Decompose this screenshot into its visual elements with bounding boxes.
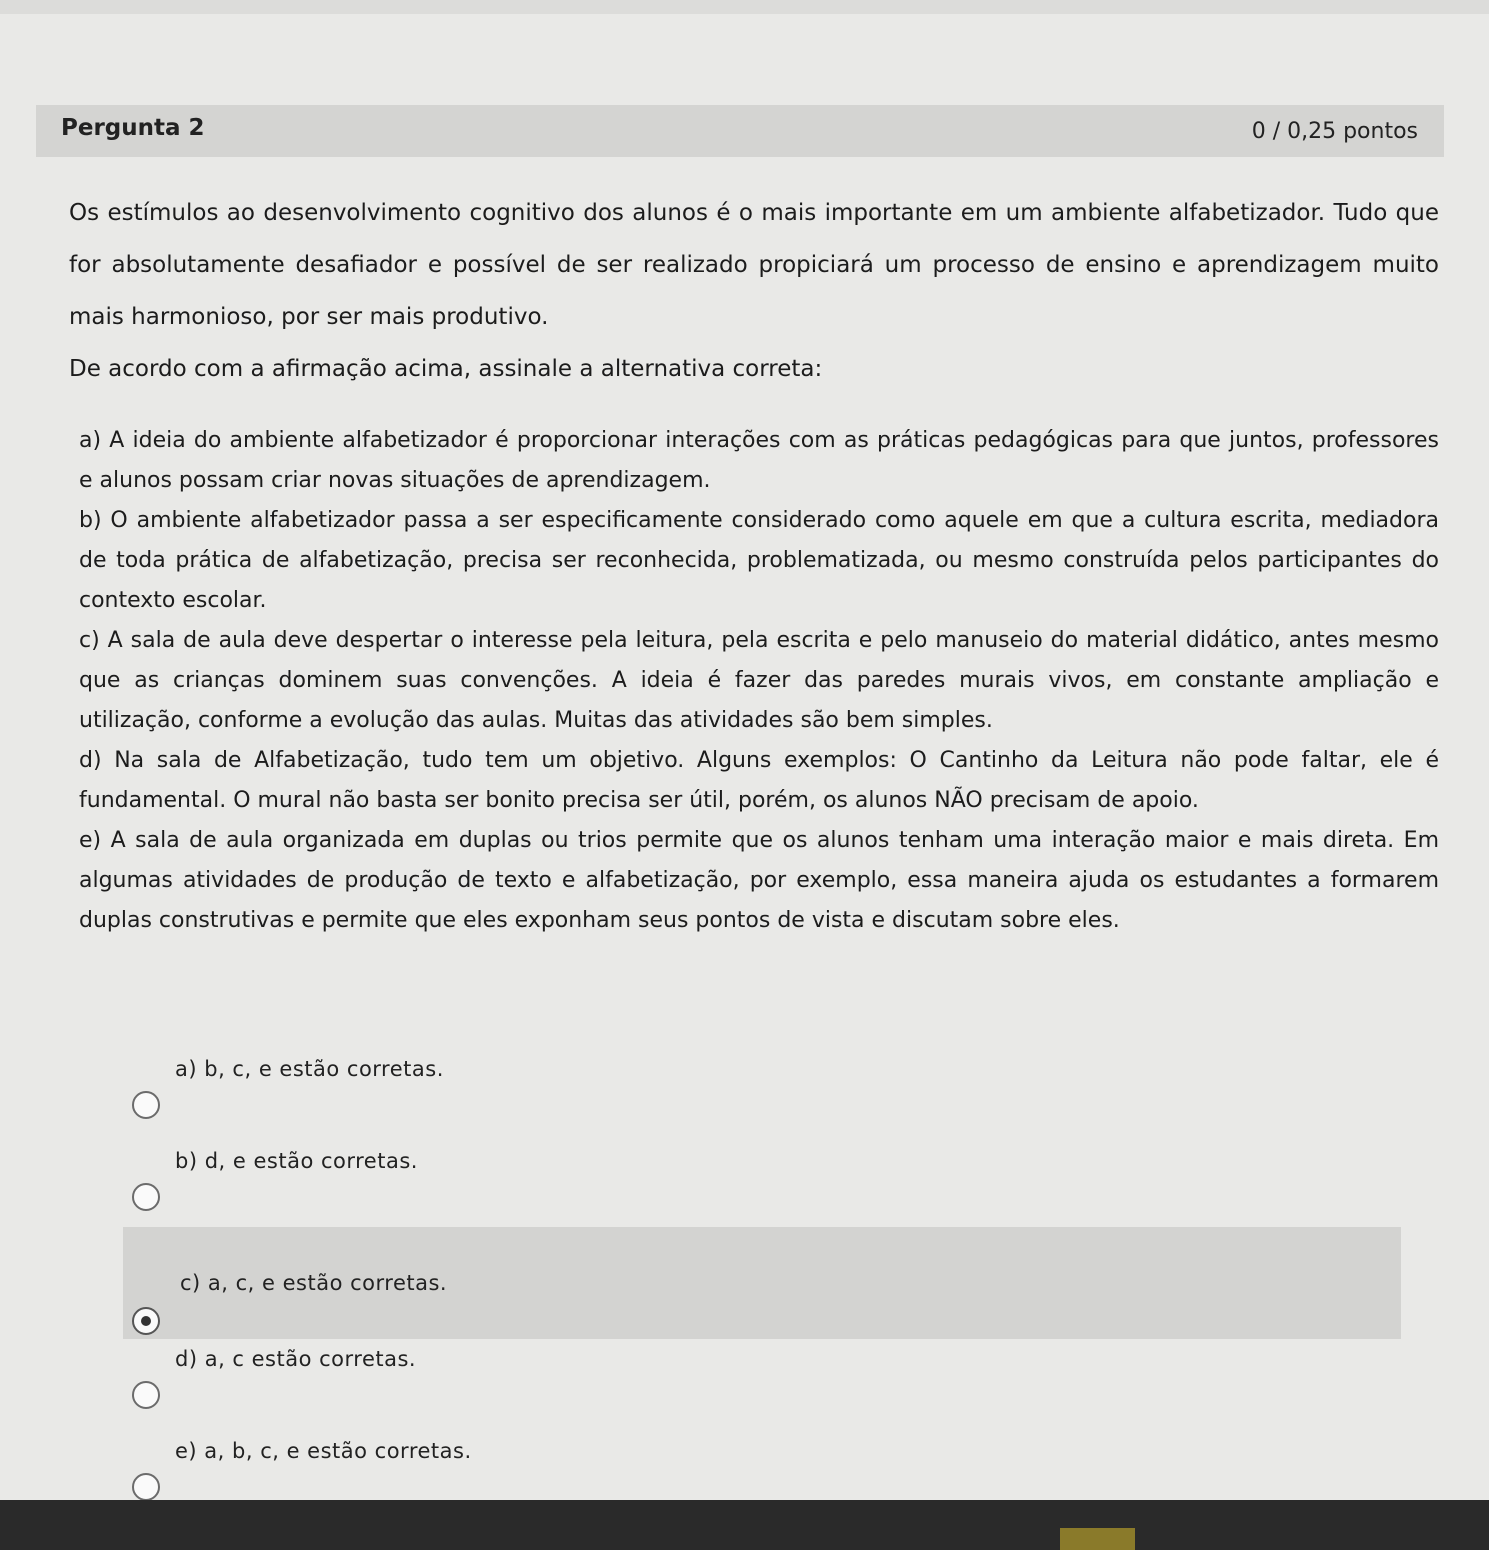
radio-button-a[interactable]	[132, 1091, 160, 1119]
monitor-bezel	[0, 1500, 1489, 1550]
answer-option-label: e) a, b, c, e estão corretas.	[175, 1439, 472, 1463]
bezel-accent	[1060, 1528, 1135, 1550]
answer-option-label: a) b, c, e estão corretas.	[175, 1057, 444, 1081]
question-instruction: De acordo com a afirmação acima, assinale a alternativa correta:	[69, 356, 823, 382]
statement-b: b) O ambiente alfabetizador passa a ser especificamente considerado como aquele em que a cultura escrita, mediadora de toda prática de alfabetização, precisa ser reconhecida, problematizada, ou mesmo construída pelos participantes do contexto escolar.	[79, 508, 1439, 613]
question-points: 0 / 0,25 pontos	[1251, 119, 1418, 144]
top-strip	[0, 0, 1489, 14]
answer-option-label: b) d, e estão corretas.	[175, 1149, 418, 1173]
answer-option-a[interactable]	[123, 1045, 1401, 1137]
question-body	[69, 187, 1439, 941]
answer-option-c[interactable]	[123, 1227, 1401, 1339]
radio-button-b[interactable]	[132, 1183, 160, 1211]
question-header	[36, 105, 1444, 157]
question-card	[36, 105, 1446, 1495]
statement-e: e) A sala de aula organizada em duplas ou trios permite que os alunos tenham uma interação maior e mais direta. Em algumas atividades de produção de texto e alfabetização, por exemplo, essa maneira ajuda os estudantes a formarem duplas construtivas e permite que eles exponham seus pontos de vista e discutam sobre eles.	[79, 828, 1439, 933]
statement-c: c) A sala de aula deve despertar o interesse pela leitura, pela escrita e pelo manuseio do material didático, antes mesmo que as crianças dominem suas convenções. A ideia é fazer das paredes murais vivos, em constante ampliação e utilização, conforme a evolução das aulas. Muitas das atividades são bem simples.	[79, 628, 1439, 733]
radio-button-c-selected[interactable]	[132, 1307, 160, 1335]
radio-selected-dot-icon	[141, 1316, 151, 1326]
question-prompt: Os estímulos ao desenvolvimento cognitivo dos alunos é o mais importante em um ambiente alfabetizador. Tudo que for absolutamente desafiador e possível de ser realizado propiciará um processo de ensino e aprendizagem muito mais harmonioso, por ser mais produtivo.	[69, 200, 1439, 330]
answer-option-d[interactable]	[123, 1335, 1401, 1427]
radio-button-e[interactable]	[132, 1473, 160, 1501]
question-title: Pergunta 2	[61, 115, 205, 141]
answer-option-label: c) a, c, e estão corretas.	[180, 1271, 448, 1295]
statement-a: a) A ideia do ambiente alfabetizador é proporcionar interações com as práticas pedagógicas para que juntos, professores e alunos possam criar novas situações de aprendizagem.	[79, 428, 1439, 493]
answer-option-label: d) a, c estão corretas.	[175, 1347, 417, 1371]
answer-options	[123, 1045, 1401, 1519]
answer-option-b[interactable]	[123, 1137, 1401, 1229]
radio-button-d[interactable]	[132, 1381, 160, 1409]
statement-d: d) Na sala de Alfabetização, tudo tem um objetivo. Alguns exemplos: O Cantinho da Leitura não pode faltar, ele é fundamental. O mural não basta ser bonito precisa ser útil, porém, os alunos NÃO precisam de apoio.	[79, 748, 1439, 813]
